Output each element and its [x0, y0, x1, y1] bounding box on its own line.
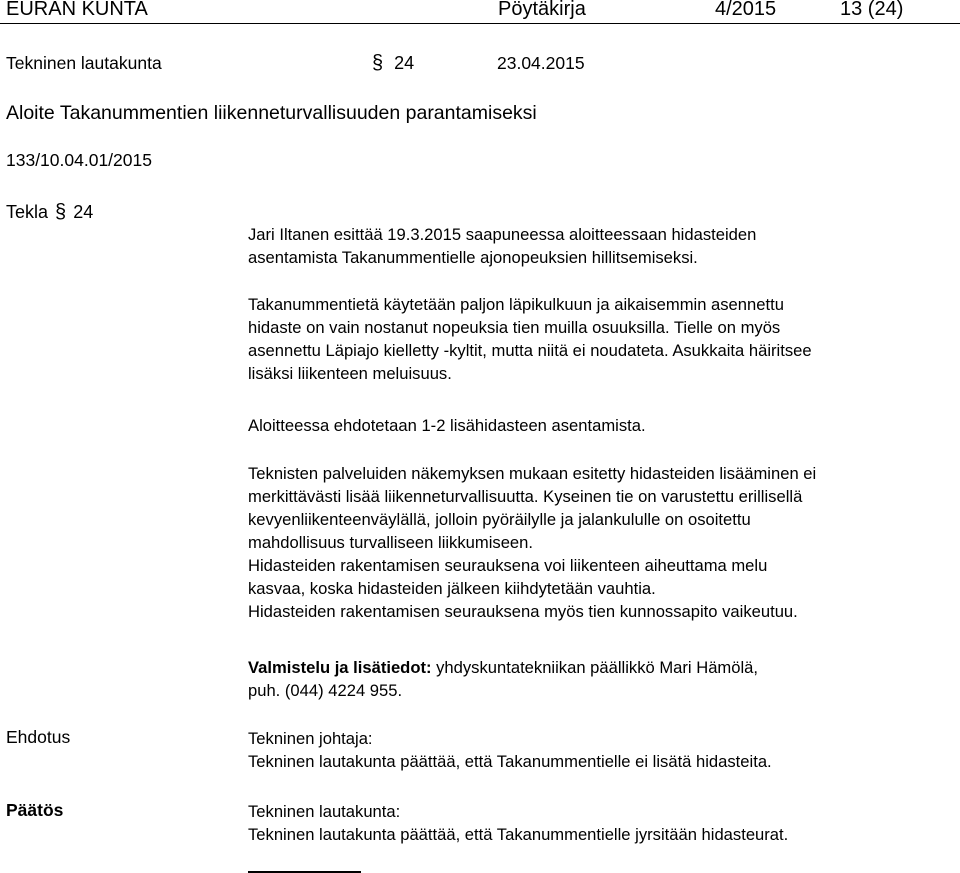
proposal-speaker: Tekninen johtaja: [248, 729, 373, 748]
meeting-date: 23.04.2015 [497, 53, 585, 73]
preparation-text: yhdyskuntatekniikan päällikkö Mari Hämölä, [431, 658, 759, 677]
header-rule [0, 23, 960, 24]
section-number [372, 52, 414, 75]
paragraph-4 [248, 462, 960, 623]
reference-mark: § [55, 201, 67, 223]
text-line: Hidasteiden rakentamisen seurauksena myös tien kunnossapito vaikeutuu. [248, 602, 798, 621]
organization-name: EURAN KUNTA [6, 0, 148, 20]
preparation [248, 656, 960, 702]
text-line: Jari Iltanen esittää 19.3.2015 saapuneessa aloitteessaan hidasteiden [248, 225, 757, 244]
text-line: lisäksi liikenteen meluisuus. [248, 364, 452, 383]
paragraph-3 [248, 414, 960, 437]
paragraph-2 [248, 293, 960, 385]
text-line: kevyenliikenteenväylällä, jolloin pyöräilylle ja jalankululle on osoitettu [248, 510, 751, 529]
meeting-body: Tekninen lautakunta [6, 53, 162, 73]
preparation-phone: puh. (044) 4224 955. [248, 681, 403, 700]
paragraph-1 [248, 223, 960, 269]
reference [6, 201, 93, 224]
proposal-text: Tekninen lautakunta päättää, että Takanummentielle ei lisätä hidasteita. [248, 752, 772, 771]
text-line: kasvaa, koska hidasteiden jälkeen kiihdytetään vauhtia. [248, 579, 656, 598]
text-line: merkittävästi lisää liikenneturvallisuutta. Kyseinen tie on varustettu erillisellä [248, 487, 803, 506]
preparation-label: Valmistelu ja lisätiedot: [248, 658, 432, 677]
decision-speaker: Tekninen lautakunta: [248, 802, 401, 821]
text-line: asennettu Läpiajo kielletty -kyltit, mutta niitä ei noudateta. Asukkaita häiritsee [248, 341, 812, 360]
document-title: Aloite Takanummentien liikenneturvallisuuden parantamiseksi [6, 102, 537, 124]
section-number-value: 24 [394, 53, 415, 73]
text-line: Takanummentietä käytetään paljon läpikulkuun ja aikaisemmin asennettu [248, 295, 784, 314]
document-number: 4/2015 [715, 0, 777, 20]
text-line: asentamista Takanummentielle ajonopeuksien hillitsemiseksi. [248, 248, 698, 267]
page-number: 13 (24) [840, 0, 904, 20]
text-line: mahdollisuus turvalliseen liikkumiseen. [248, 533, 533, 552]
proposal [248, 727, 960, 773]
reference-number: 24 [73, 202, 94, 222]
proposal-label: Ehdotus [6, 727, 71, 747]
reference-label: Tekla [6, 202, 49, 222]
decision-label: Päätös [6, 800, 64, 820]
section-mark: § [372, 52, 384, 74]
text-line: Hidasteiden rakentamisen seurauksena voi liikenteen aiheuttama melu [248, 556, 768, 575]
text-line: Teknisten palveluiden näkemyksen mukaan esitetty hidasteiden lisääminen ei [248, 464, 817, 483]
document-type: Pöytäkirja [498, 0, 586, 20]
text-line: Aloitteessa ehdotetaan 1-2 lisähidasteen asentamista. [248, 416, 646, 435]
diary-number: 133/10.04.01/2015 [6, 150, 152, 170]
preparation-line [248, 656, 960, 679]
decision [248, 800, 960, 846]
text-line: hidaste on vain nostanut nopeuksia tien muilla osuuksilla. Tielle on myös [248, 318, 781, 337]
decision-text: Tekninen lautakunta päättää, että Takanummentielle jyrsitään hidasteurat. [248, 825, 789, 844]
